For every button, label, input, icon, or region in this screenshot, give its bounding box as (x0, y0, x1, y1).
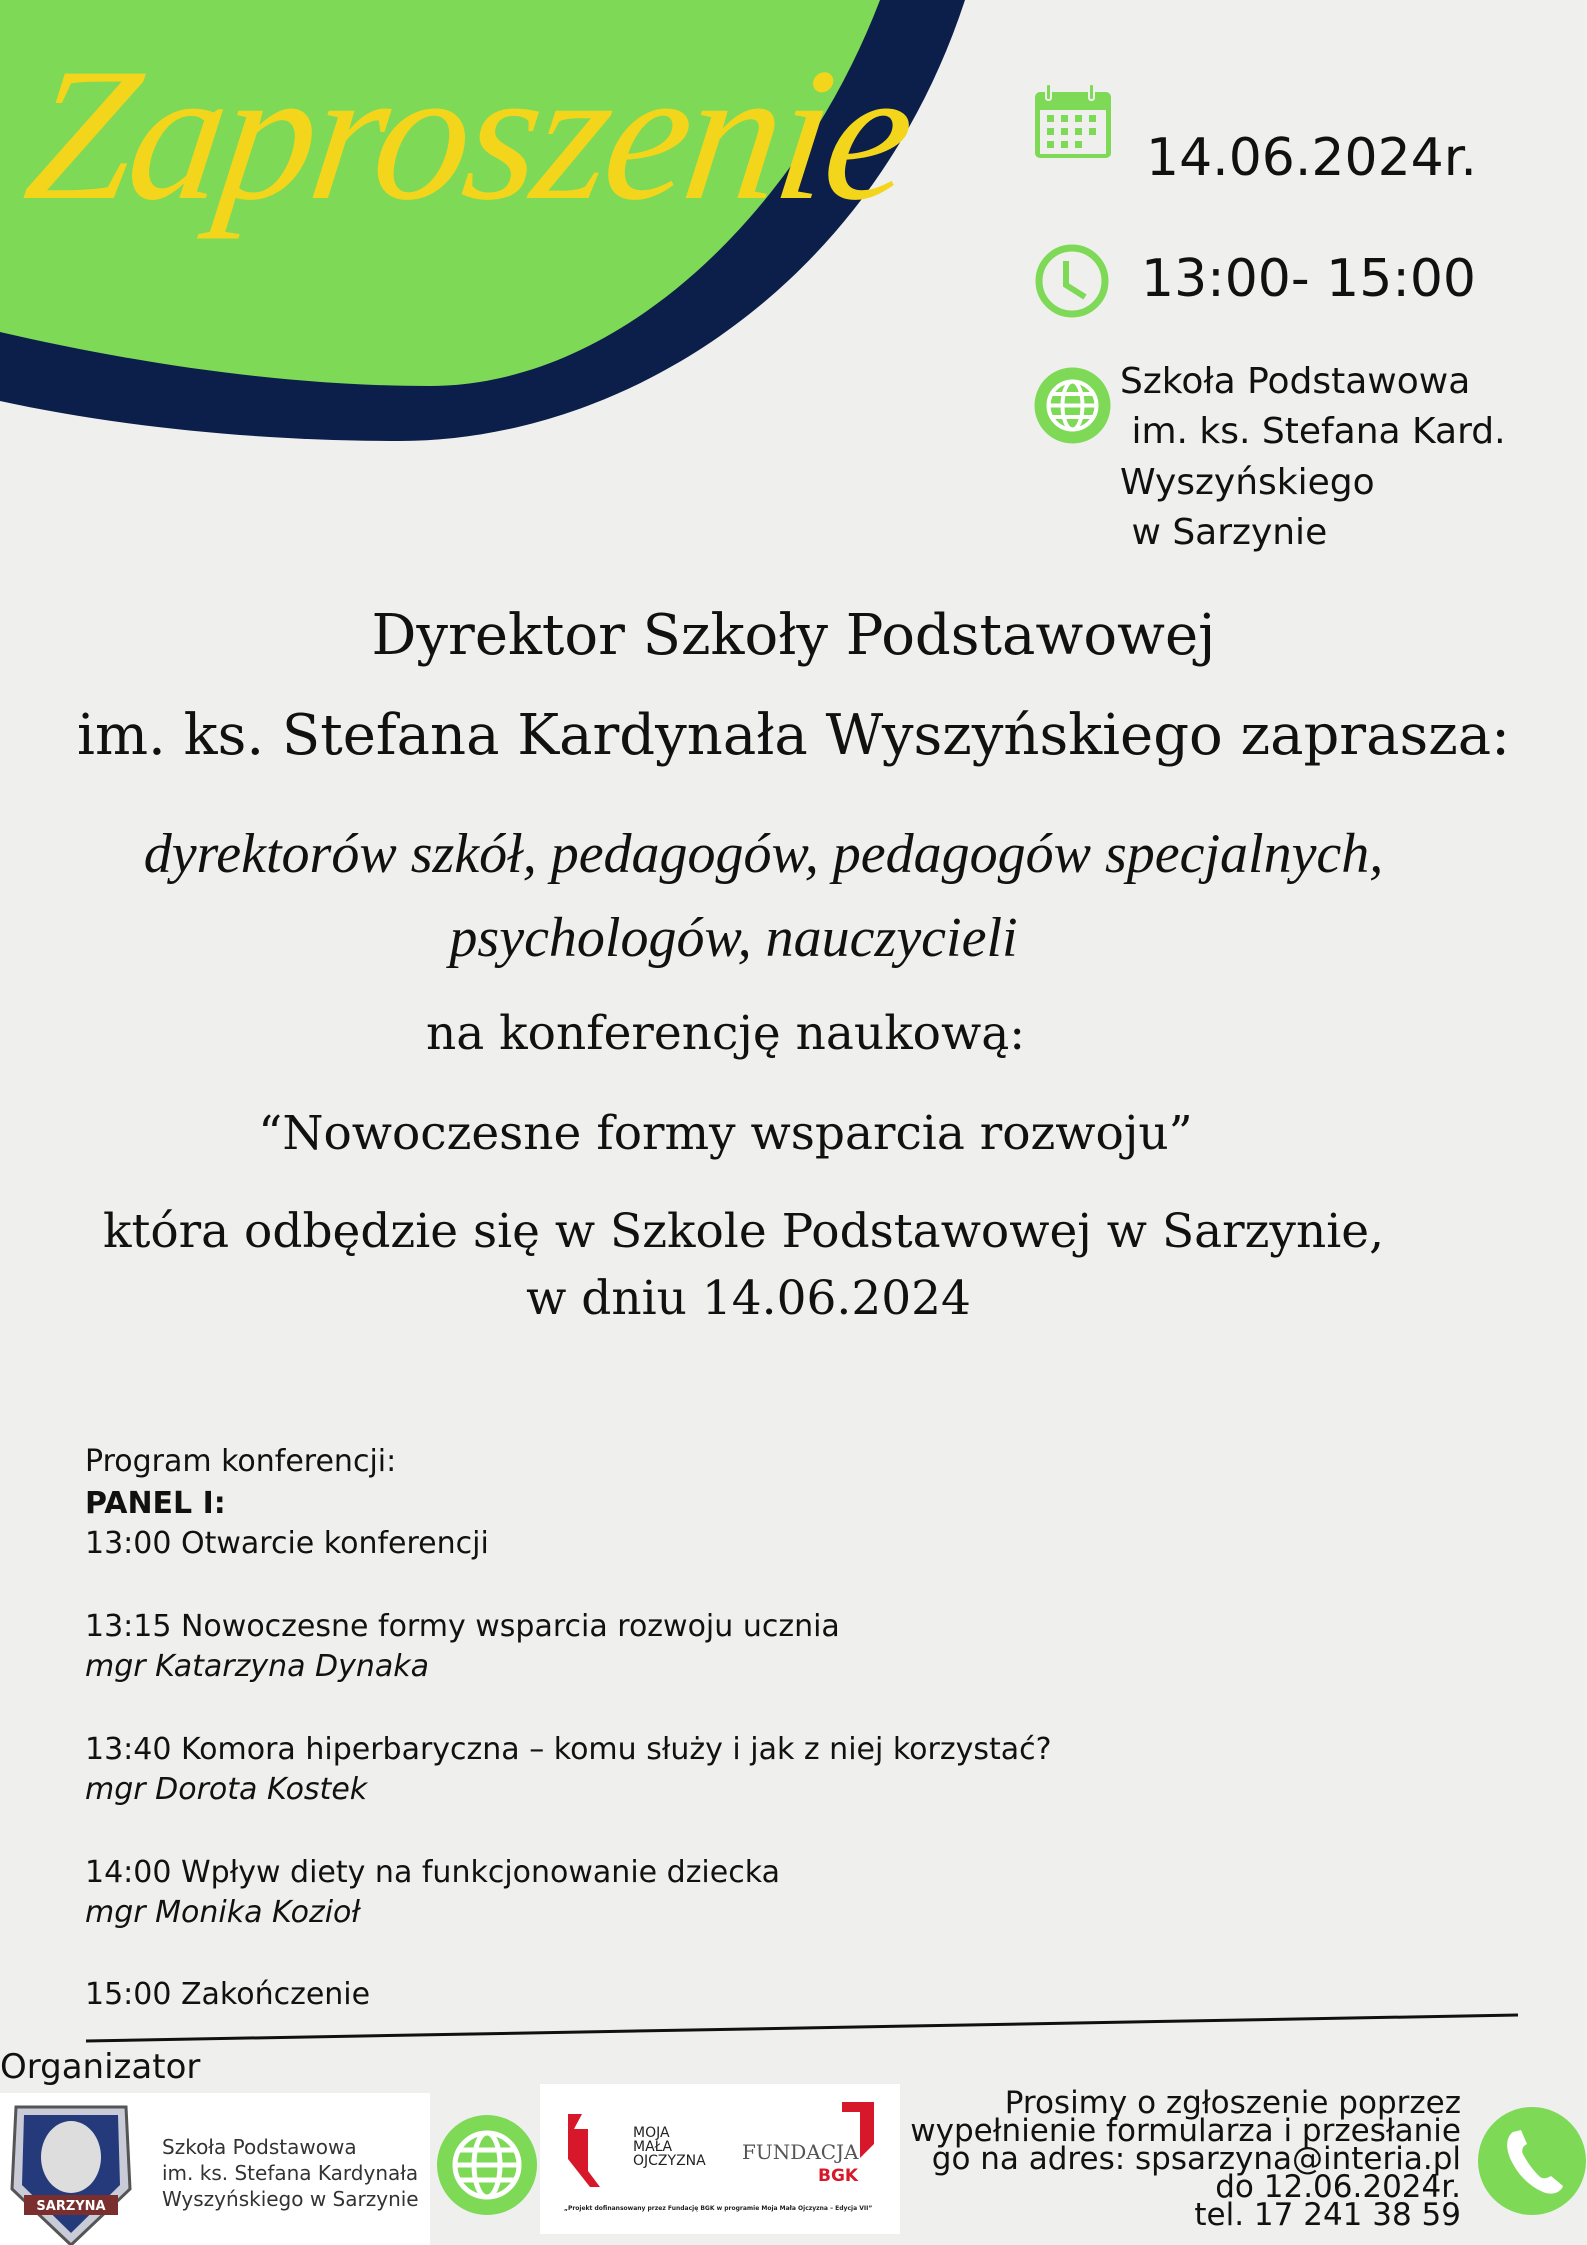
project-note: „Projekt dofinansowany przez Fundację BGK w programie Moja Mała Ojczyzna – Edycja VII” (564, 2205, 873, 2212)
program-speaker: mgr Katarzyna Dynaka (85, 1649, 430, 1684)
program-item: 14:00 Wpływ diety na funkcjonowanie dziecka (85, 1855, 780, 1890)
clock-icon (1034, 243, 1110, 319)
event-time: 13:00- 15:00 (1141, 249, 1477, 309)
invitation-line: na konferencję naukową: (425, 1006, 1026, 1061)
invitation-line: która odbędzie się w Szkole Podstawowej w Sarzynie, (102, 1204, 1385, 1259)
invitation-title: Zaproszenie (15, 30, 923, 240)
divider-line (0, 2000, 1587, 2060)
website-globe-icon[interactable] (436, 2114, 538, 2216)
location-line: Wyszyńskiego (1120, 462, 1375, 503)
mmo-text: OJCZYZNA (633, 2153, 706, 2169)
program-heading: Program konferencji: (85, 1444, 397, 1479)
audience-line: dyrektorów szkół, pedagogów, pedagogów specjalnych, (143, 823, 1384, 885)
program-item: 13:15 Nowoczesne formy wsparcia rozwoju ucznia (85, 1609, 840, 1644)
contact-email[interactable]: go na adres: spsarzyna@interia.pl (931, 2141, 1461, 2177)
school-line: Wyszyńskiego w Sarzynie (162, 2187, 419, 2211)
organizer-label: Organizator (0, 2047, 201, 2087)
program-item: 15:00 Zakończenie (85, 1977, 371, 2012)
bgk-text: BGK (818, 2166, 859, 2186)
bgk-text: FUNDACJA (742, 2140, 859, 2164)
calendar-icon (1034, 84, 1112, 160)
location-line: Szkoła Podstawowa (1120, 361, 1471, 402)
event-date: 14.06.2024r. (1146, 128, 1477, 188)
panel-label: PANEL I: (85, 1486, 226, 1521)
school-line: Szkoła Podstawowa (162, 2135, 357, 2159)
contact-line: wypełnienie formularza i przesłanie (910, 2113, 1461, 2149)
invitation-line: w dniu 14.06.2024 (526, 1271, 971, 1326)
program-speaker: mgr Monika Kozioł (85, 1895, 361, 1930)
crest-badge: SARZYNA (36, 2199, 106, 2214)
school-logo-box (0, 2093, 430, 2245)
contact-line: do 12.06.2024r. (1215, 2169, 1461, 2205)
mmo-text: MOJA (633, 2125, 670, 2141)
sponsor-logo-box (540, 2084, 900, 2234)
school-line: im. ks. Stefana Kardynała (162, 2161, 419, 2185)
invitation-line: im. ks. Stefana Kardynała Wyszyńskiego zaprasza: (77, 703, 1510, 768)
conference-title: “Nowoczesne formy wsparcia rozwoju” (258, 1106, 1193, 1161)
invitation-line: Dyrektor Szkoły Podstawowej (371, 603, 1216, 668)
mmo-text: MAŁA (633, 2139, 673, 2155)
globe-icon (1034, 367, 1111, 444)
contact-phone[interactable]: tel. 17 241 38 59 (1194, 2197, 1461, 2233)
program-speaker: mgr Dorota Kostek (85, 1772, 368, 1807)
program-item: 13:40 Komora hiperbaryczna – komu służy i jak z niej korzystać? (85, 1732, 1052, 1767)
contact-line: Prosimy o zgłoszenie poprzez (1004, 2085, 1461, 2121)
moja-mala-ojczyzna-logo (560, 2109, 620, 2189)
location-line: w Sarzynie (1120, 512, 1328, 553)
phone-icon[interactable] (1477, 2106, 1587, 2216)
location-line: im. ks. Stefana Kard. (1120, 411, 1506, 452)
audience-line: psychologów, nauczycieli (449, 907, 1018, 969)
school-crest-logo (6, 2099, 136, 2245)
program-item: 13:00 Otwarcie konferencji (85, 1526, 489, 1561)
